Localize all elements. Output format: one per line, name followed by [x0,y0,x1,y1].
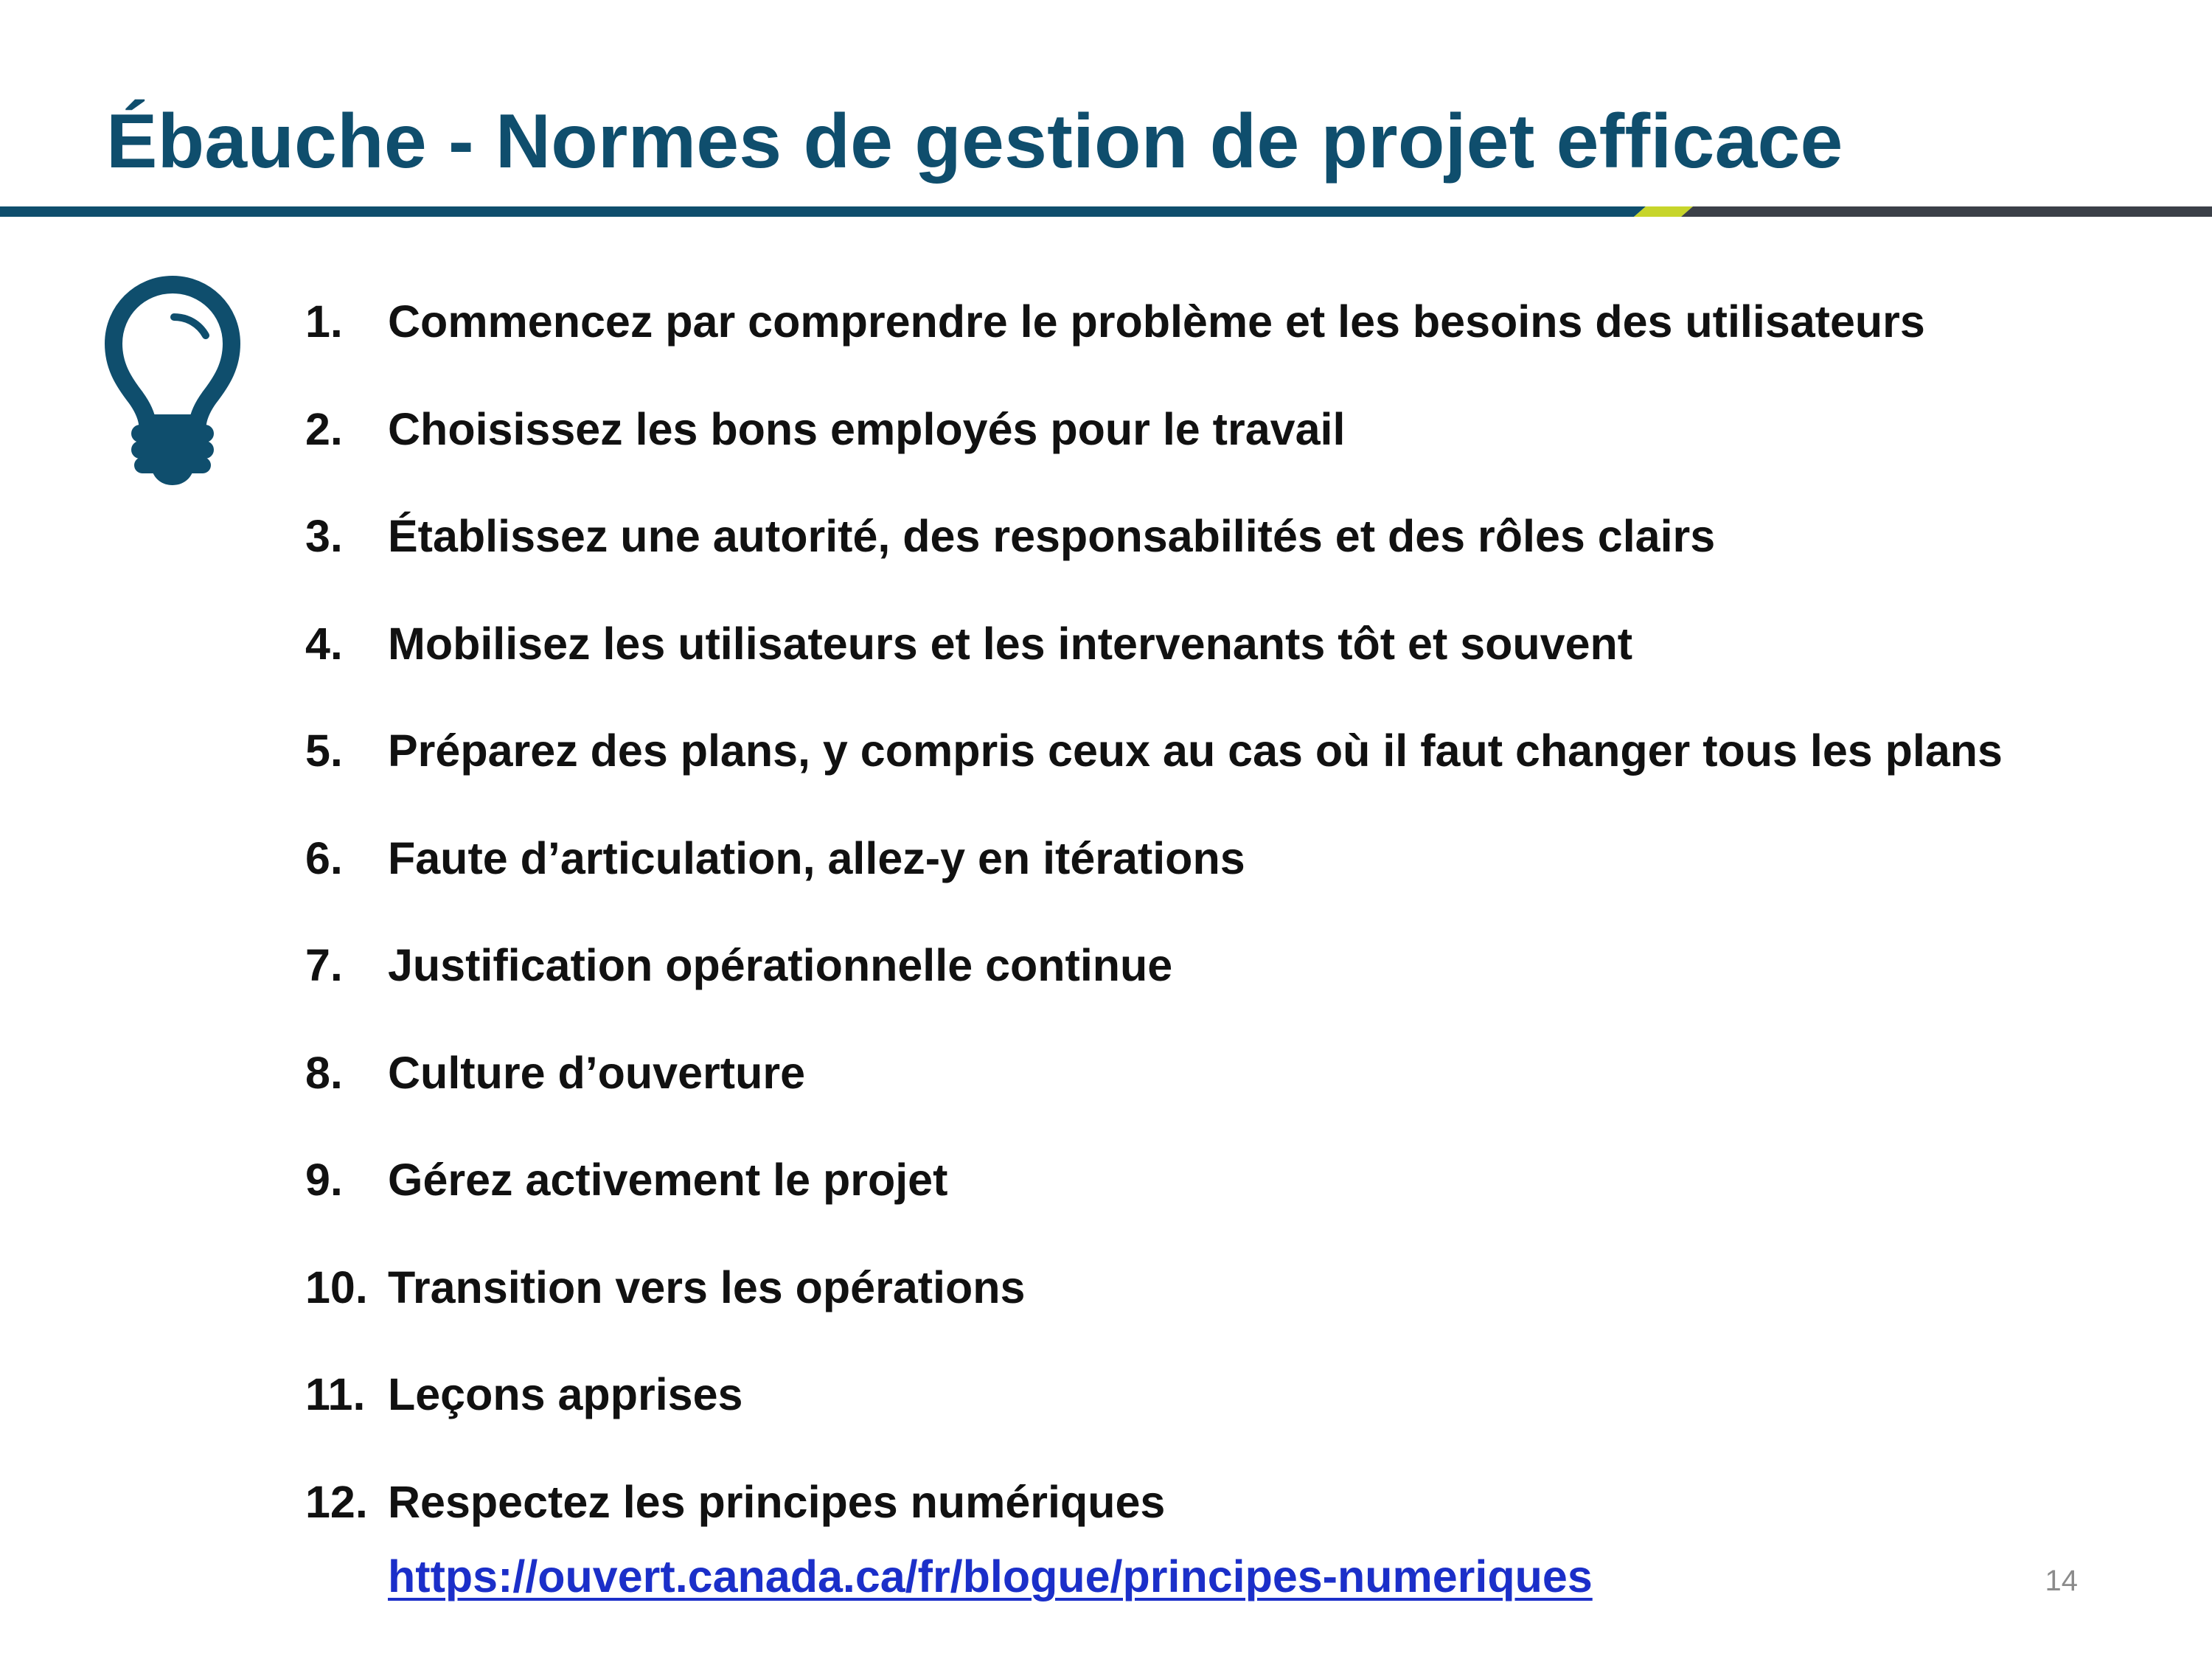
item-number: 3. [305,511,343,561]
divider-dark-segment [1681,206,2212,217]
item-number: 12. [305,1476,368,1527]
standards-list [305,295,2119,1582]
principles-link-row [388,1550,1593,1604]
divider-teal-segment [0,206,1646,217]
page-title: Ébauche - Normes de gestion de projet efficace [106,99,1843,184]
item-number: 5. [305,726,343,776]
item-text: Transition vers les opérations [388,1262,1026,1312]
bulb-base-2 [131,441,214,459]
item-number: 11. [305,1369,366,1419]
list-item [305,1368,2119,1475]
item-number: 1. [305,296,343,347]
item-number: 2. [305,403,343,454]
item-text: Respectez les principes numériques [388,1476,1166,1527]
list-item [305,1153,2119,1261]
bulb-reflection [174,317,206,335]
list-item [305,939,2119,1046]
item-text: Gérez activement le projet [388,1155,948,1205]
title-divider [0,205,2212,218]
item-number: 7. [305,940,343,990]
item-text: Leçons apprises [388,1369,743,1419]
item-number: 6. [305,832,343,883]
item-number: 9. [305,1155,343,1205]
list-item [305,403,2119,510]
item-number: 10. [305,1262,368,1312]
lightbulb-icon [99,271,246,485]
list-item [305,832,2119,939]
list-item [305,1046,2119,1154]
list-item [305,509,2119,617]
item-number: 4. [305,618,343,669]
item-text: Préparez des plans, y compris ceux au cas où il faut changer tous les plans [388,726,2003,776]
page-number: 14 [2045,1565,2078,1597]
list-item [305,724,2119,832]
digital-principles-link[interactable]: https://ouvert.canada.ca/fr/blogue/principes-numeriques [388,1551,1593,1601]
list-item [305,295,2119,403]
list-item [305,617,2119,725]
item-text: Choisissez les bons employés pour le travail [388,403,1346,454]
item-text: Mobilisez les utilisateurs et les intervenants tôt et souvent [388,618,1633,669]
item-text: Culture d’ouverture [388,1047,806,1098]
item-text: Établissez une autorité, des responsabilités et des rôles clairs [388,511,1716,561]
bulb-tip [152,470,193,485]
item-number: 8. [305,1047,343,1098]
bulb-base-1 [131,425,214,442]
list-item [305,1261,2119,1368]
bulb-glass [114,285,232,423]
item-text: Justification opérationnelle continue [388,940,1173,990]
item-text: Commencez par comprendre le problème et les besoins des utilisateurs [388,296,1925,347]
item-text: Faute d’articulation, allez-y en itérations [388,832,1245,883]
